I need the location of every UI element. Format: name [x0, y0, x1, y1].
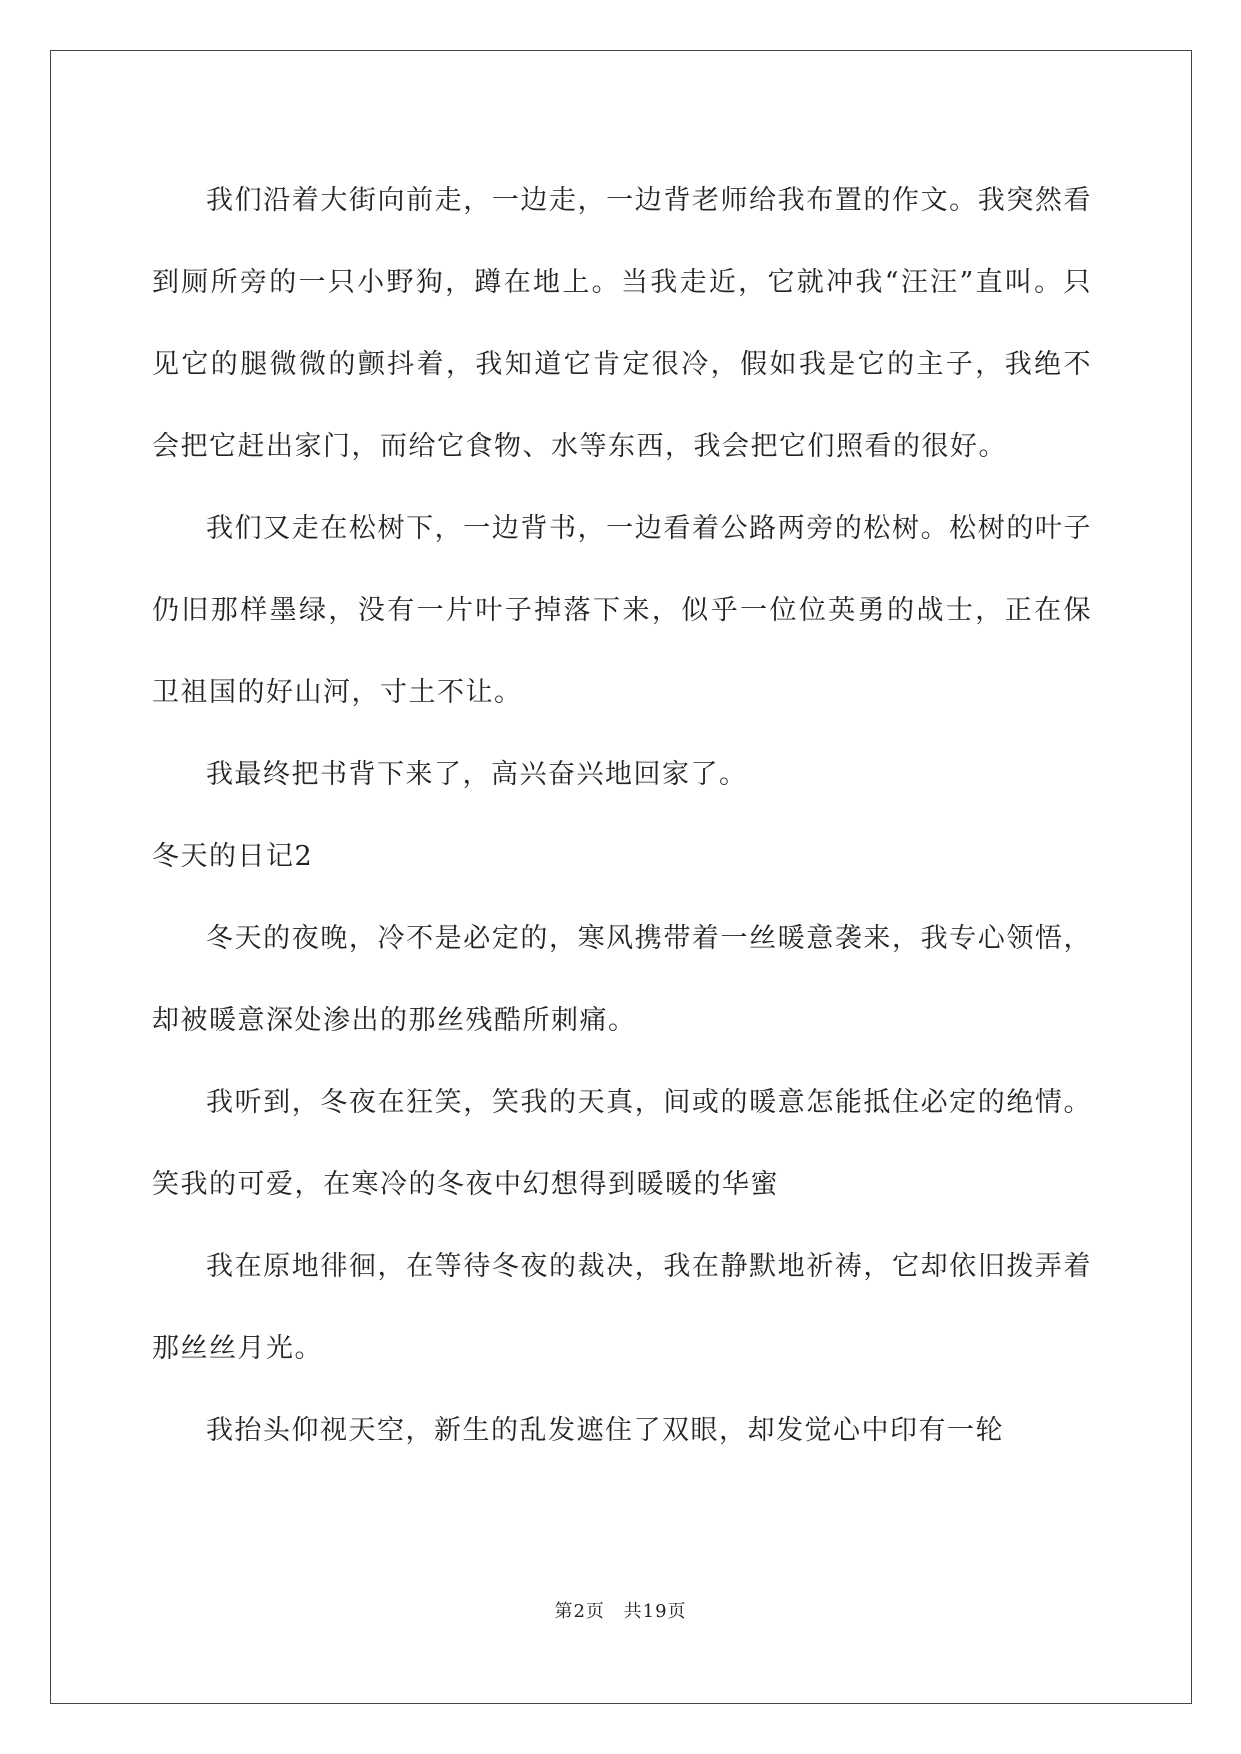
page-number: 第2页	[554, 1601, 605, 1622]
paragraph: 我们又走在松树下，一边背书，一边看着公路两旁的松树。松树的叶子仍旧那样墨绿，没有一片叶子掉落下来，似乎一位位英勇的战士，正在保卫祖国的好山河，寸土不让。	[152, 513, 1092, 708]
document-body	[152, 160, 1092, 1472]
paragraph: 我听到，冬夜在狂笑，笑我的天真，间或的暖意怎能抵住必定的绝情。笑我的可爱，在寒冷的冬夜中幻想得到暖暖的华蜜	[152, 1087, 1092, 1200]
page-total: 共19页	[623, 1601, 687, 1622]
paragraph: 我在原地徘徊，在等待冬夜的裁决，我在静默地祈祷，它却依旧拨弄着那丝丝月光。	[152, 1251, 1092, 1364]
paragraph: 我最终把书背下来了，高兴奋兴地回家了。	[206, 759, 748, 790]
paragraph: 我们沿着大街向前走，一边走，一边背老师给我布置的作文。我突然看到厕所旁的一只小野狗，蹲在地上。当我走近，它就冲我“汪汪”直叫。只见它的腿微微的颤抖着，我知道它肯定很冷，假如我是它的主子，我绝不会把它赶出家门，而给它食物、水等东西，我会把它们照看的很好。	[152, 185, 1092, 462]
paragraph: 冬天的夜晚，冷不是必定的，寒风携带着一丝暖意袭来，我专心领悟，却被暖意深处渗出的那丝残酷所刺痛。	[152, 923, 1092, 1036]
page-footer	[0, 1600, 1241, 1624]
paragraph: 我抬头仰视天空，新生的乱发遮住了双眼，却发觉心中印有一轮	[206, 1415, 1004, 1446]
section-heading: 冬天的日记2	[152, 841, 314, 872]
